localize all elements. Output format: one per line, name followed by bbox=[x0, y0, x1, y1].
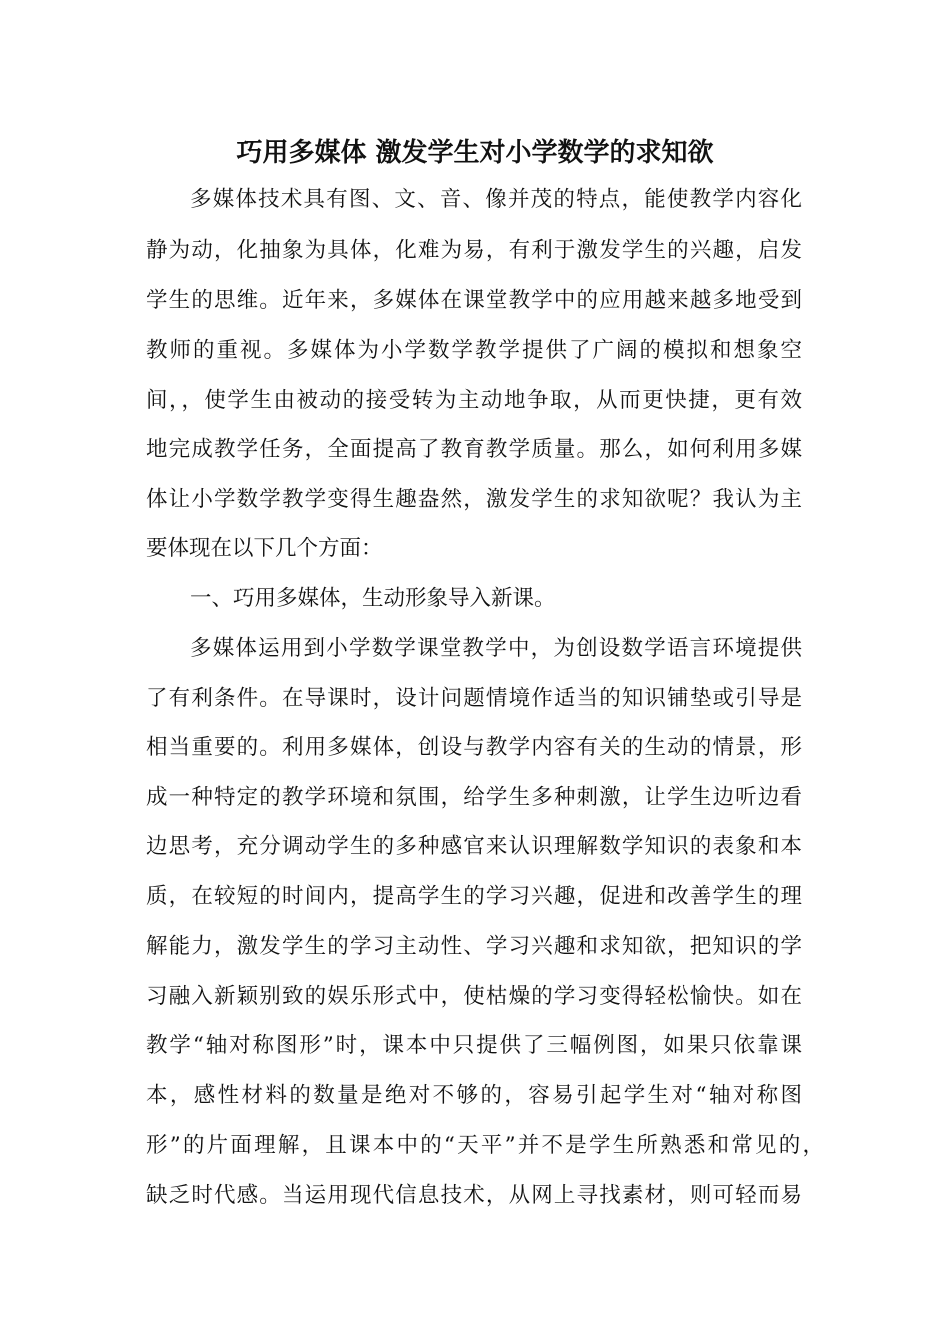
line-text: 质，在较短的时间内，提高学生的学习兴趣，促进和改善学生的理 bbox=[146, 884, 802, 909]
line-text: 地完成教学任务，全面提高了教育教学质量。那么，如何利用多媒 bbox=[146, 437, 802, 462]
line-text: 形”的片面理解，且课本中的“天平”并不是学生所熟悉和常见的， bbox=[146, 1133, 824, 1158]
paragraph-line bbox=[0, 624, 950, 674]
line-text: 本，感性材料的数量是绝对不够的，容易引起学生对“轴对称图 bbox=[146, 1083, 802, 1108]
line-text: 习融入新颖别致的娱乐形式中，使枯燥的学习变得轻松愉快。如在 bbox=[146, 984, 802, 1009]
section-heading bbox=[0, 574, 950, 624]
line-text: 了有利条件。在导课时，设计问题情境作适当的知识铺垫或引导是 bbox=[146, 686, 802, 711]
section-heading-text: 一、巧用多媒体，生动形象导入新课。 bbox=[190, 586, 556, 611]
line-text: 缺乏时代感。当运用现代信息技术，从网上寻找素材，则可轻而易 bbox=[146, 1183, 802, 1208]
paragraph-line bbox=[0, 723, 950, 773]
line-text: 边思考，充分调动学生的多种感官来认识理解数学知识的表象和本 bbox=[146, 834, 802, 859]
paragraph-line bbox=[0, 822, 950, 872]
paragraph-line bbox=[0, 376, 950, 426]
line-text: 成一种特定的教学环境和氛围，给学生多种刺激，让学生边听边看 bbox=[146, 785, 802, 810]
line-text: 教学“轴对称图形”时，课本中只提供了三幅例图，如果只依靠课 bbox=[146, 1033, 802, 1058]
paragraph-line bbox=[0, 922, 950, 972]
line-text: 间，，使学生由被动的接受转为主动地争取，从而更快捷，更有效 bbox=[146, 388, 802, 413]
line-text: 教师的重视。多媒体为小学数学教学提供了广阔的模拟和想象空 bbox=[146, 338, 802, 363]
paragraph-line bbox=[0, 674, 950, 724]
paragraph-line bbox=[0, 475, 950, 525]
paragraph-line bbox=[0, 276, 950, 326]
paragraph-line bbox=[0, 1071, 950, 1121]
line-text: 要体现在以下几个方面： bbox=[146, 536, 383, 561]
document-title: 巧用多媒体 激发学生对小学数学的求知欲 bbox=[236, 138, 714, 168]
paragraph-line bbox=[0, 425, 950, 475]
line-text: 学生的思维。近年来，多媒体在课堂教学中的应用越来越多地受到 bbox=[146, 288, 802, 313]
line-text: 相当重要的。利用多媒体，创设与教学内容有关的生动的情景，形 bbox=[146, 735, 802, 760]
paragraph-line bbox=[0, 326, 950, 376]
paragraph-line bbox=[0, 773, 950, 823]
paragraph-line bbox=[0, 1121, 950, 1171]
line-text: 静为动，化抽象为具体，化难为易，有利于激发学生的兴趣，启发 bbox=[146, 238, 802, 263]
line-text: 解能力，激发学生的学习主动性、学习兴趣和求知欲，把知识的学 bbox=[146, 934, 802, 959]
line-text: 多媒体运用到小学数学课堂教学中，为创设数学语言环境提供 bbox=[190, 636, 802, 661]
paragraph-line bbox=[0, 972, 950, 1022]
paragraph-line bbox=[0, 175, 950, 225]
paragraph-line bbox=[0, 1171, 950, 1221]
line-text: 多媒体技术具有图、文、音、像并茂的特点，能使教学内容化 bbox=[190, 187, 802, 212]
paragraph-line bbox=[0, 1021, 950, 1071]
line-text: 体让小学数学教学变得生趣盎然，激发学生的求知欲呢？我认为主 bbox=[146, 487, 802, 512]
paragraph-line bbox=[0, 872, 950, 922]
paragraph-line bbox=[0, 226, 950, 276]
paragraph-line bbox=[0, 524, 950, 574]
